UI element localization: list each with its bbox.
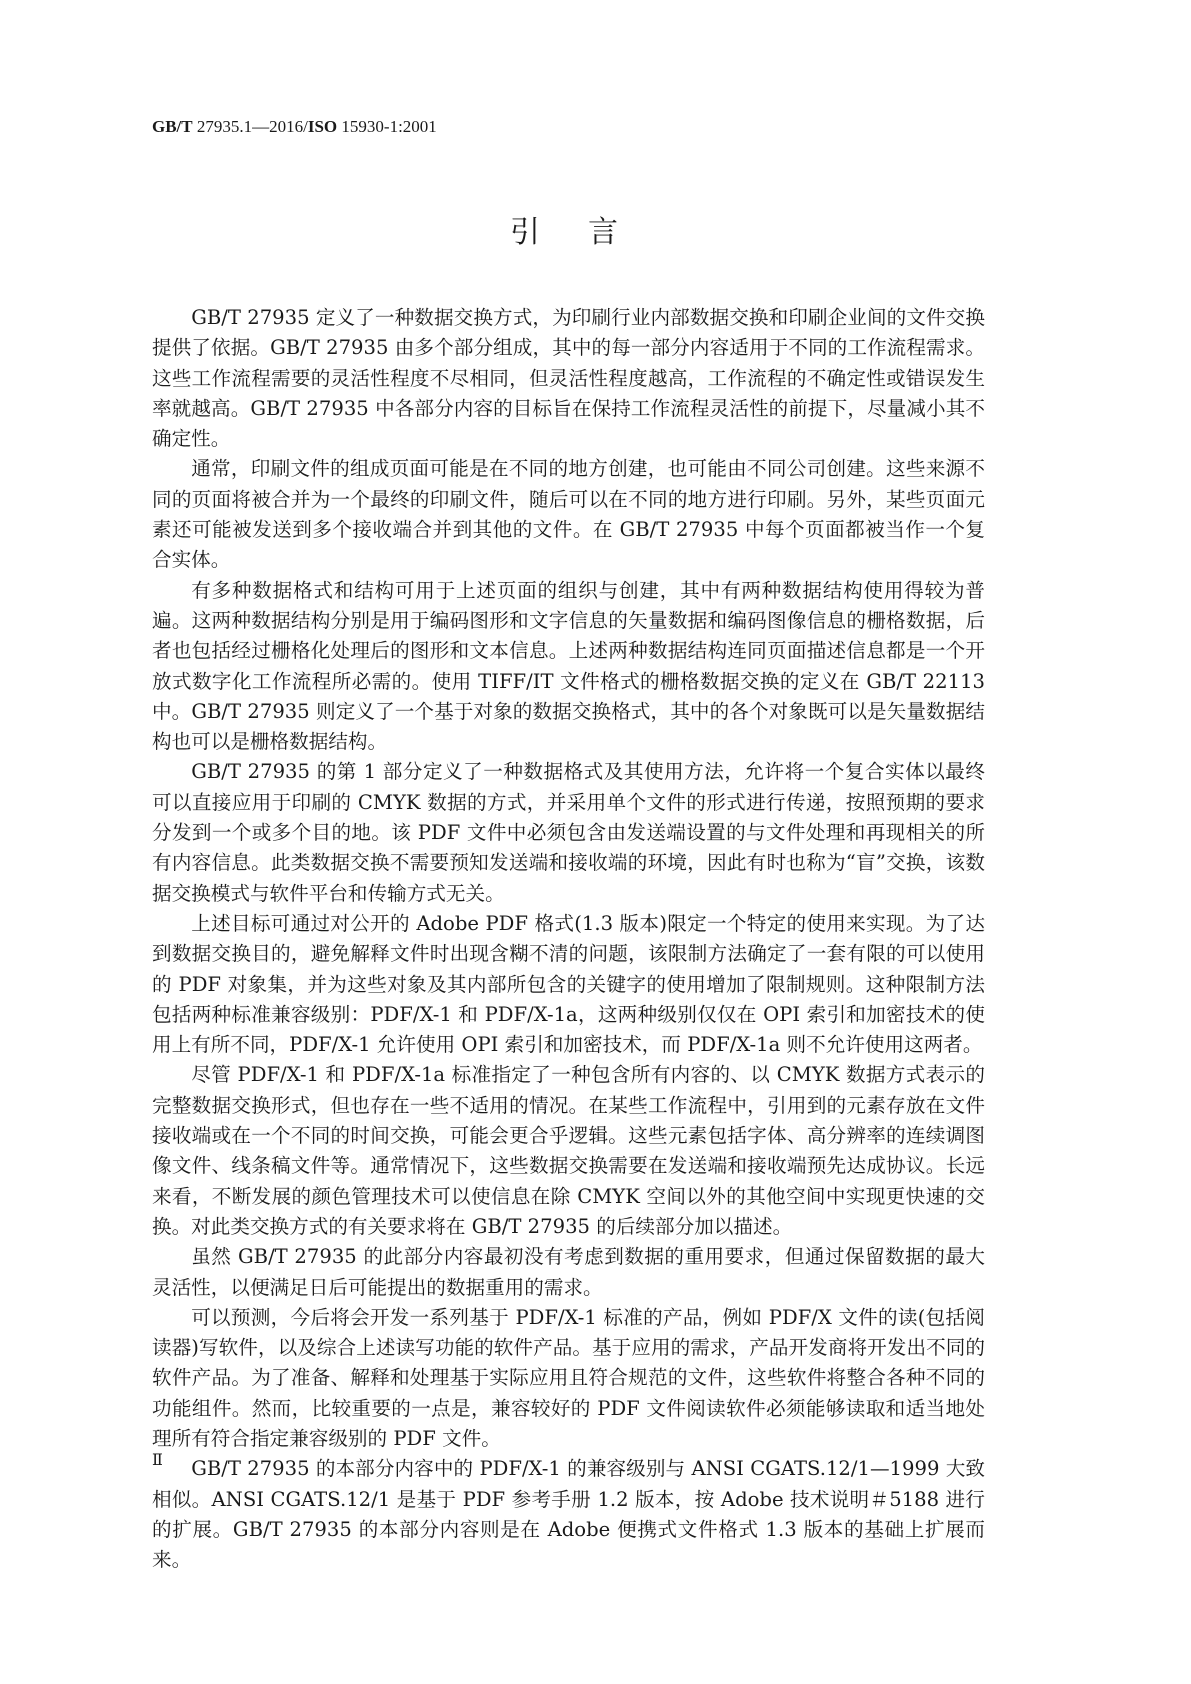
document-header <box>152 116 437 138</box>
standard-prefix: GB/T <box>152 117 193 136</box>
paragraph-8: 可以预测，今后将会开发一系列基于 PDF/X-1 标准的产品，例如 PDF/X 文件的读(包括阅读器)写软件，以及综合上述读写功能的软件产品。基于应用的需求，产品开发商将开发出不同的软件产品。为了准备、解释和处理基于实际应用且符合规范的文件，这些软件将整合各种不同的功能组件。然而，比较重要的一点是，兼容较好的 PDF 文件阅读软件必须能够读取和适当地处理所有符合指定兼容级别的 PDF 文件。 <box>152 1305 985 1450</box>
standard-number: 27935.1—2016/ <box>192 117 308 136</box>
paragraph-1: GB/T 27935 定义了一种数据交换方式，为印刷行业内部数据交换和印刷企业间的文件交换提供了依据。GB/T 27935 由多个部分组成，其中的每一部分内容适用于不同的工作流程需求。这些工作流程需要的灵活性程度不尽相同，但灵活性程度越高，工作流程的不确定性或错误发生率就越高。GB/T 27935 中各部分内容的目标旨在保持工作流程灵活性的前提下，尽量减小其不确定性。 <box>152 306 985 451</box>
iso-prefix: ISO <box>307 117 338 136</box>
document-body <box>152 303 985 1575</box>
paragraph-3: 有多种数据格式和结构可用于上述页面的组织与创建，其中有两种数据结构使用得较为普遍。这两种数据结构分别是用于编码图形和文字信息的矢量数据和编码图像信息的栅格数据，后者也包括经过栅格化处理后的图形和文本信息。上述两种数据结构连同页面描述信息都是一个开放式数字化工作流程所必需的。使用 TIFF/IT 文件格式的栅格数据交换的定义在 GB/T 22113 中。GB/T 27935 则定义了一个基于对象的数据交换格式，其中的各个对象既可以是矢量数据结构也可以是栅格数据结构。 <box>152 578 985 754</box>
paragraph-4: GB/T 27935 的第 1 部分定义了一种数据格式及其使用方法，允许将一个复合实体以最终可以直接应用于印刷的 CMYK 数据的方式，并采用单个文件的形式进行传递，按照预期的要求分发到一个或多个目的地。该 PDF 文件中必须包含由发送端设置的与文件处理和再现相关的所有内容信息。此类数据交换不需要预知发送端和接收端的环境，因此有时也称为“盲”交换，该数据交换模式与软件平台和传输方式无关。 <box>152 760 985 905</box>
paragraph-2: 通常，印刷文件的组成页面可能是在不同的地方创建，也可能由不同公司创建。这些来源不同的页面将被合并为一个最终的印刷文件，随后可以在不同的地方进行印刷。另外，某些页面元素还可能被发送到多个接收端合并到其他的文件。在 GB/T 27935 中每个页面都被当作一个复合实体。 <box>152 457 985 572</box>
paragraph-6: 尽管 PDF/X-1 和 PDF/X-1a 标准指定了一种包含所有内容的、以 CMYK 数据方式表示的完整数据交换形式，但也存在一些不适用的情况。在某些工作流程中，引用到的元素存放在文件接收端或在一个不同的时间交换，可能会更合乎逻辑。这些元素包括字体、高分辨率的连续调图像文件、线条稿文件等。通常情况下，这些数据交换需要在发送端和接收端预先达成协议。长远来看，不断发展的颜色管理技术可以使信息在除 CMYK 空间以外的其他空间中实现更快速的交换。对此类交换方式的有关要求将在 GB/T 27935 的后续部分加以描述。 <box>152 1063 986 1238</box>
paragraph-5: 上述目标可通过对公开的 Adobe PDF 格式(1.3 版本)限定一个特定的使用来实现。为了达到数据交换目的，避免解释文件时出现含糊不清的问题，该限制方法确定了一套有限的可以使用的 PDF 对象集，并为这些对象及其内部所包含的关键字的使用增加了限制规则。这种限制方法包括两种标准兼容级别：PDF/X-1 和 PDF/X-1a，这两种级别仅仅在 OPI 索引和加密技术的使用上有所不同，PDF/X-1 允许使用 OPI 索引和加密技术，而 PDF/X-1a 则不允许使用这两者。 <box>152 911 985 1057</box>
page-number: Ⅱ <box>152 1452 163 1469</box>
paragraph-7: 虽然 GB/T 27935 的此部分内容最初没有考虑到数据的重用要求，但通过保留数据的最大灵活性，以便满足日后可能提出的数据重用的需求。 <box>152 1245 985 1299</box>
page-title: 引 言 <box>510 215 627 250</box>
paragraph-9: GB/T 27935 的本部分内容中的 PDF/X-1 的兼容级别与 ANSI CGATS.12/1—1999 大致相似。ANSI CGATS.12/1 是基于 PDF 参考手册 1.2 版本，按 Adobe 技术说明＃5188 进行的扩展。GB/T 27935 的本部分内容则是在 Adobe 便携式文件格式 1.3 版本的基础上扩展而来。 <box>152 1457 985 1572</box>
iso-number: 15930-1:2001 <box>337 117 437 136</box>
